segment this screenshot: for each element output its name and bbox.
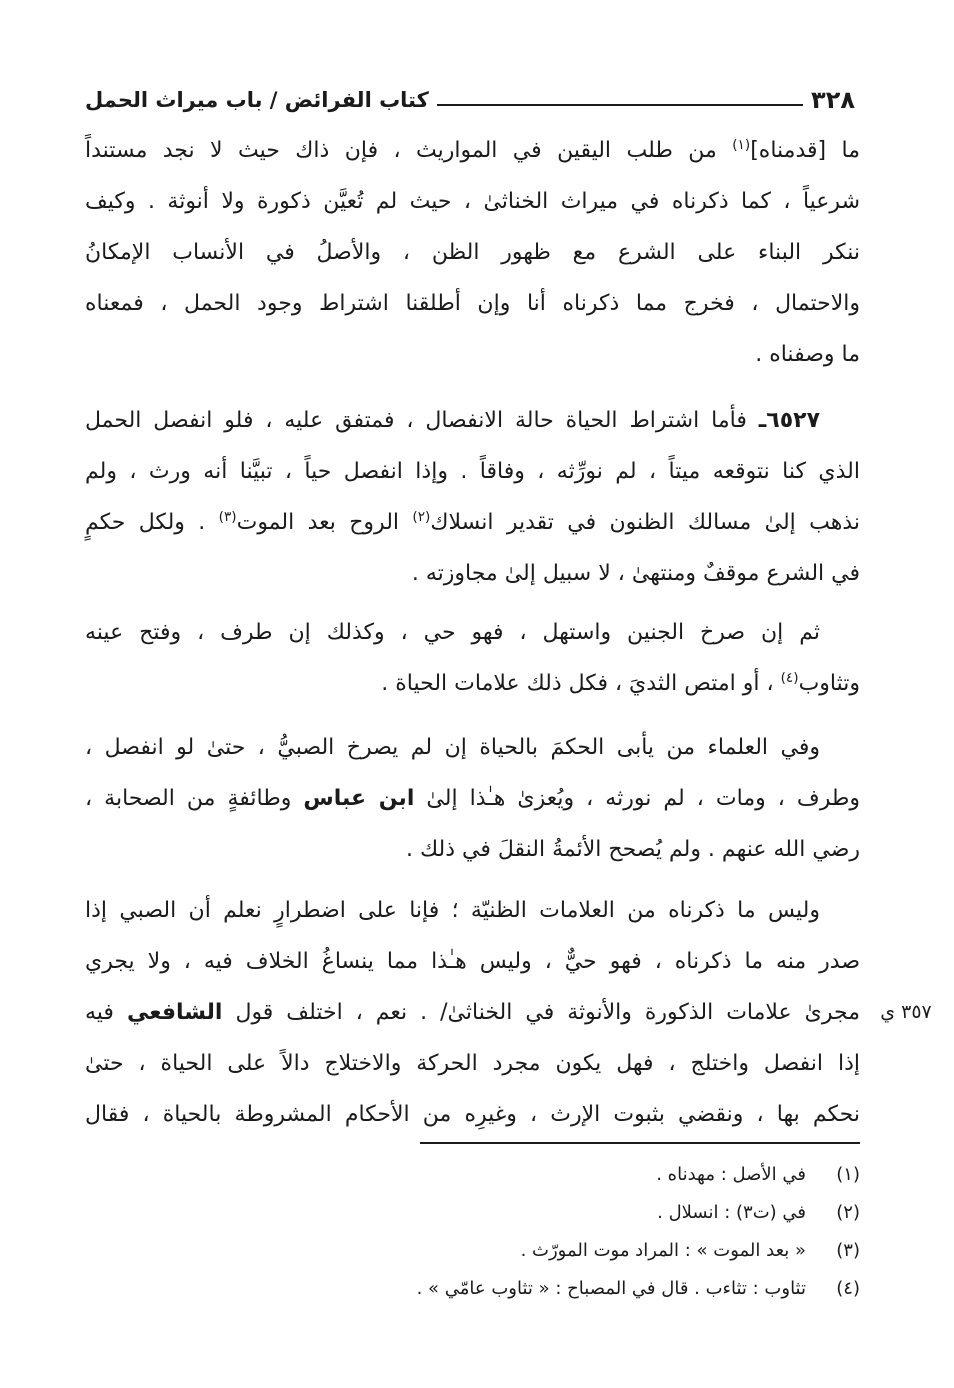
text-line: إذا انفصل واختلج ، فهل يكون مجرد الحركة والاختلاج دالاً على الحياة ، حتىٰ xyxy=(85,1051,860,1076)
text-line: ثم إن صرخ الجنين واستهل ، فهو حي ، وكذلك إن طرف ، وفتح عينه xyxy=(85,620,820,645)
footnote-text: تثاوب : تثاءب . قال في المصباح : « تثاوب عامّي » . xyxy=(416,1278,806,1299)
text-segment: وطائفةٍ من الصحابة ، xyxy=(85,786,304,811)
text-line xyxy=(85,658,860,709)
margin-folio-note: ٣٥٧ ي xyxy=(880,1001,932,1023)
text-line: شرعياً ، كما ذكرناه في ميراث الخناثىٰ ، حيث لم تُعيَّن ذكورة ولا أنوثة . وكيف xyxy=(85,189,860,214)
text-line xyxy=(85,497,860,548)
text-segment: وتثاوب xyxy=(798,671,860,696)
footnote-marker: (٣) xyxy=(218,508,237,525)
text-segment: فأما اشتراط الحياة حالة الانفصال ، فمتفق عليه ، فلو انفصل الحمل xyxy=(85,408,759,433)
text-segment: نذهب إلىٰ مسالك الظنون في تقدير انسلاك xyxy=(430,510,861,535)
running-header xyxy=(85,80,855,120)
main-text xyxy=(85,125,860,1140)
footnote-number: (١) xyxy=(836,1164,860,1185)
text-line xyxy=(85,987,860,1038)
paragraph xyxy=(85,885,860,1140)
paragraph xyxy=(85,125,860,380)
text-line: في الشرع موقفٌ ومنتهىٰ ، لا سبيل إلىٰ مجاوزته . xyxy=(411,561,860,586)
footnote-marker: (٤) xyxy=(780,669,799,686)
text-segment: فيه xyxy=(85,1000,127,1025)
paragraph xyxy=(85,722,860,875)
footnote-text: في الأصل : مهدناه . xyxy=(656,1164,806,1185)
text-segment: . ولكل حكمٍ xyxy=(85,510,219,535)
footnote-number: (٤) xyxy=(836,1278,860,1299)
footnote xyxy=(85,1194,860,1232)
footnote xyxy=(85,1232,860,1270)
text-line: رضي الله عنهم . ولم يُصحح الأئمةُ النقلَ في ذلك . xyxy=(405,837,860,862)
text-segment: ، أو امتص الثديَ ، فكل ذلك علامات الحياة . xyxy=(381,671,781,696)
section-number: ٦٥٢٧ـ xyxy=(758,408,820,433)
paragraph xyxy=(85,395,860,599)
running-title: كتاب الفرائض / باب ميراث الحمل xyxy=(85,88,429,112)
text-line: الذي كنا نتوقعه ميتاً ، لم نورِّثه ، وفاقاً . وإذا انفصل حياً ، تبيَّنا أنه ورث ، ولم xyxy=(85,459,860,484)
text-line xyxy=(85,773,860,824)
text-line: والاحتمال ، فخرج مما ذكرناه أنا وإن أطلقنا اشتراط وجود الحمل ، فمعناه xyxy=(85,291,860,316)
footnote-separator xyxy=(420,1142,860,1144)
text-segment: الروح بعد الموت xyxy=(236,510,413,535)
page-number: ٣٢٨ xyxy=(811,86,855,114)
text-line xyxy=(85,395,860,446)
text-line: ما وصفناه . xyxy=(755,342,860,367)
footnote-marker: (٢) xyxy=(412,508,431,525)
text-line: صدر منه ما ذكرناه ، فهو حيٌّ ، وليس هـٰذا مما ينساغُ الخلاف فيه ، ولا يجري xyxy=(85,949,860,974)
text-segment: وطرف ، ومات ، لم نورثه ، ويُعزىٰ هـٰذا إلىٰ xyxy=(414,786,860,811)
text-segment: مجرىٰ علامات الذكورة والأنوثة في الخناثىٰ/ . نعم ، اختلف قول xyxy=(222,1000,860,1025)
text-line xyxy=(85,125,860,176)
text-line: ننكر البناء على الشرع مع ظهور الظن ، والأصلُ في الأنساب الإمكانُ xyxy=(85,240,860,265)
bold-name: ابن عباس xyxy=(303,786,415,811)
header-rule xyxy=(437,104,803,106)
text-segment: من طلب اليقين في المواريث ، فإن ذاك حيث لا نجد مستنداً xyxy=(85,138,733,163)
footnote xyxy=(85,1156,860,1194)
paragraph xyxy=(85,607,860,709)
footnote xyxy=(85,1270,860,1308)
footnote-number: (٣) xyxy=(836,1240,860,1261)
text-line: نحكم بها ، ونقضي بثبوت الإرث ، وغيرِه من الأحكام المشروطة بالحياة ، فقال xyxy=(85,1102,860,1127)
text-line: وليس ما ذكرناه من العلامات الظنيّة ؛ فإنا على اضطرارٍ نعلم أن الصبي إذا xyxy=(85,898,820,923)
footnote-number: (٢) xyxy=(836,1202,860,1223)
footnotes xyxy=(85,1156,860,1308)
footnote-marker: (١) xyxy=(732,136,751,153)
bold-name: الشافعي xyxy=(126,1000,223,1025)
footnote-text: « بعد الموت » : المراد موت المورّث . xyxy=(520,1240,806,1261)
text-segment: ما [قدمناه] xyxy=(750,138,860,163)
text-line: وفي العلماء من يأبى الحكمَ بالحياة إن لم يصرخ الصبيُّ ، حتىٰ لو انفصل ، xyxy=(85,735,820,760)
footnote-text: في (ت٣) : انسلال . xyxy=(657,1202,806,1223)
